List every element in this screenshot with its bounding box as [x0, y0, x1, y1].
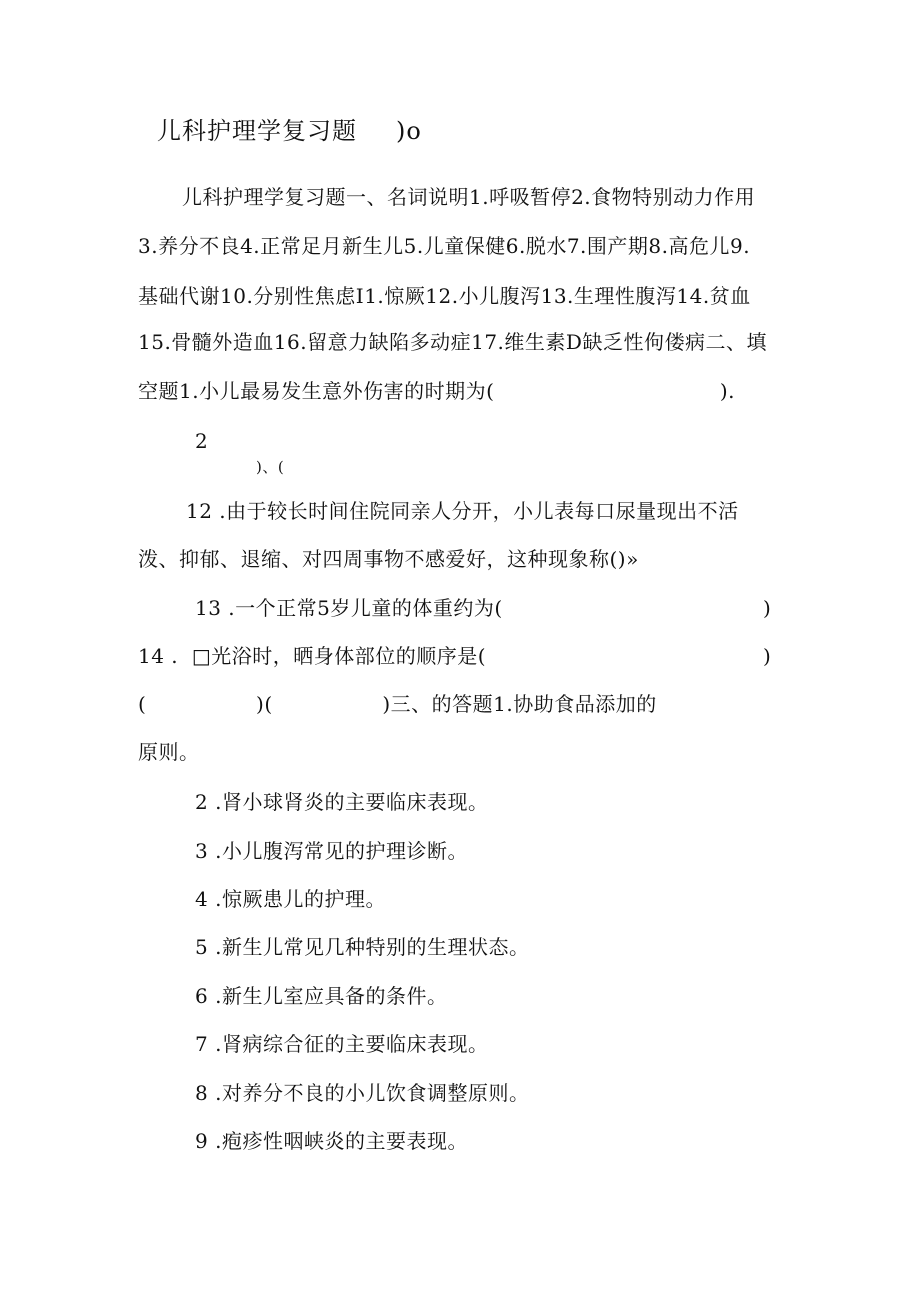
- paragraph-line: 基础代谢10.分别性焦虑I1.惊厥12.小儿腹泻13.生理性腹泻14.贫血: [138, 284, 751, 308]
- answer-question: 3 .小儿腹泻常见的护理诊断。: [195, 839, 468, 863]
- title-suffix: )o: [396, 117, 422, 145]
- question-14-blanks: ( )( )三、的答题1.协助食品添加的: [138, 692, 657, 716]
- answer-question: 9 .疱疹性咽峡炎的主要表现。: [195, 1129, 468, 1153]
- answer-question: 2 .肾小球肾炎的主要临床表现。: [195, 790, 489, 814]
- question-13-close-bracket: ): [763, 596, 772, 620]
- question-14-continuation: 原则。: [138, 740, 200, 764]
- fragment-number: 2: [195, 429, 209, 453]
- answer-question: 8 .对养分不良的小儿饮食调整原则。: [195, 1081, 530, 1105]
- paragraph-line: 3.养分不良4.正常足月新生儿5.儿童保健6.脱水7.围产期8.高危儿9.: [138, 234, 751, 258]
- paragraph-line: 15.骨髓外造血16.留意力缺陷多动症17.维生素D缺乏性佝偻病二、填: [138, 330, 767, 354]
- answer-question: 5 .新生儿常见几种特别的生理状态。: [195, 935, 530, 959]
- fragment-brackets: )、(: [256, 458, 285, 476]
- question-12-line: 12 .由于较长时间住院同亲人分开，小儿表每口尿量现出不活: [186, 499, 739, 523]
- document-title: 儿科护理学复习题: [157, 117, 357, 145]
- question-14: 14 . □光浴时，晒身体部位的顺序是(: [138, 644, 487, 668]
- question-14-close-bracket: ): [763, 644, 772, 668]
- paragraph-line: 儿科护理学复习题一、名词说明1.呼吸暂停2.食物特别动力作用: [182, 185, 756, 209]
- paragraph-line: 空题1.小儿最易发生意外伤害的时期为( ).: [138, 379, 756, 403]
- answer-question: 6 .新生儿室应具备的条件。: [195, 984, 448, 1008]
- answer-question: 4 .惊厥患儿的护理。: [195, 887, 386, 911]
- answer-question: 7 .肾病综合征的主要临床表现。: [195, 1032, 489, 1056]
- question-13: 13 .一个正常5岁儿童的体重约为(: [195, 596, 503, 620]
- question-12-line: 泼、抑郁、退缩、对四周事物不感爱好，这种现象称()»: [138, 547, 639, 571]
